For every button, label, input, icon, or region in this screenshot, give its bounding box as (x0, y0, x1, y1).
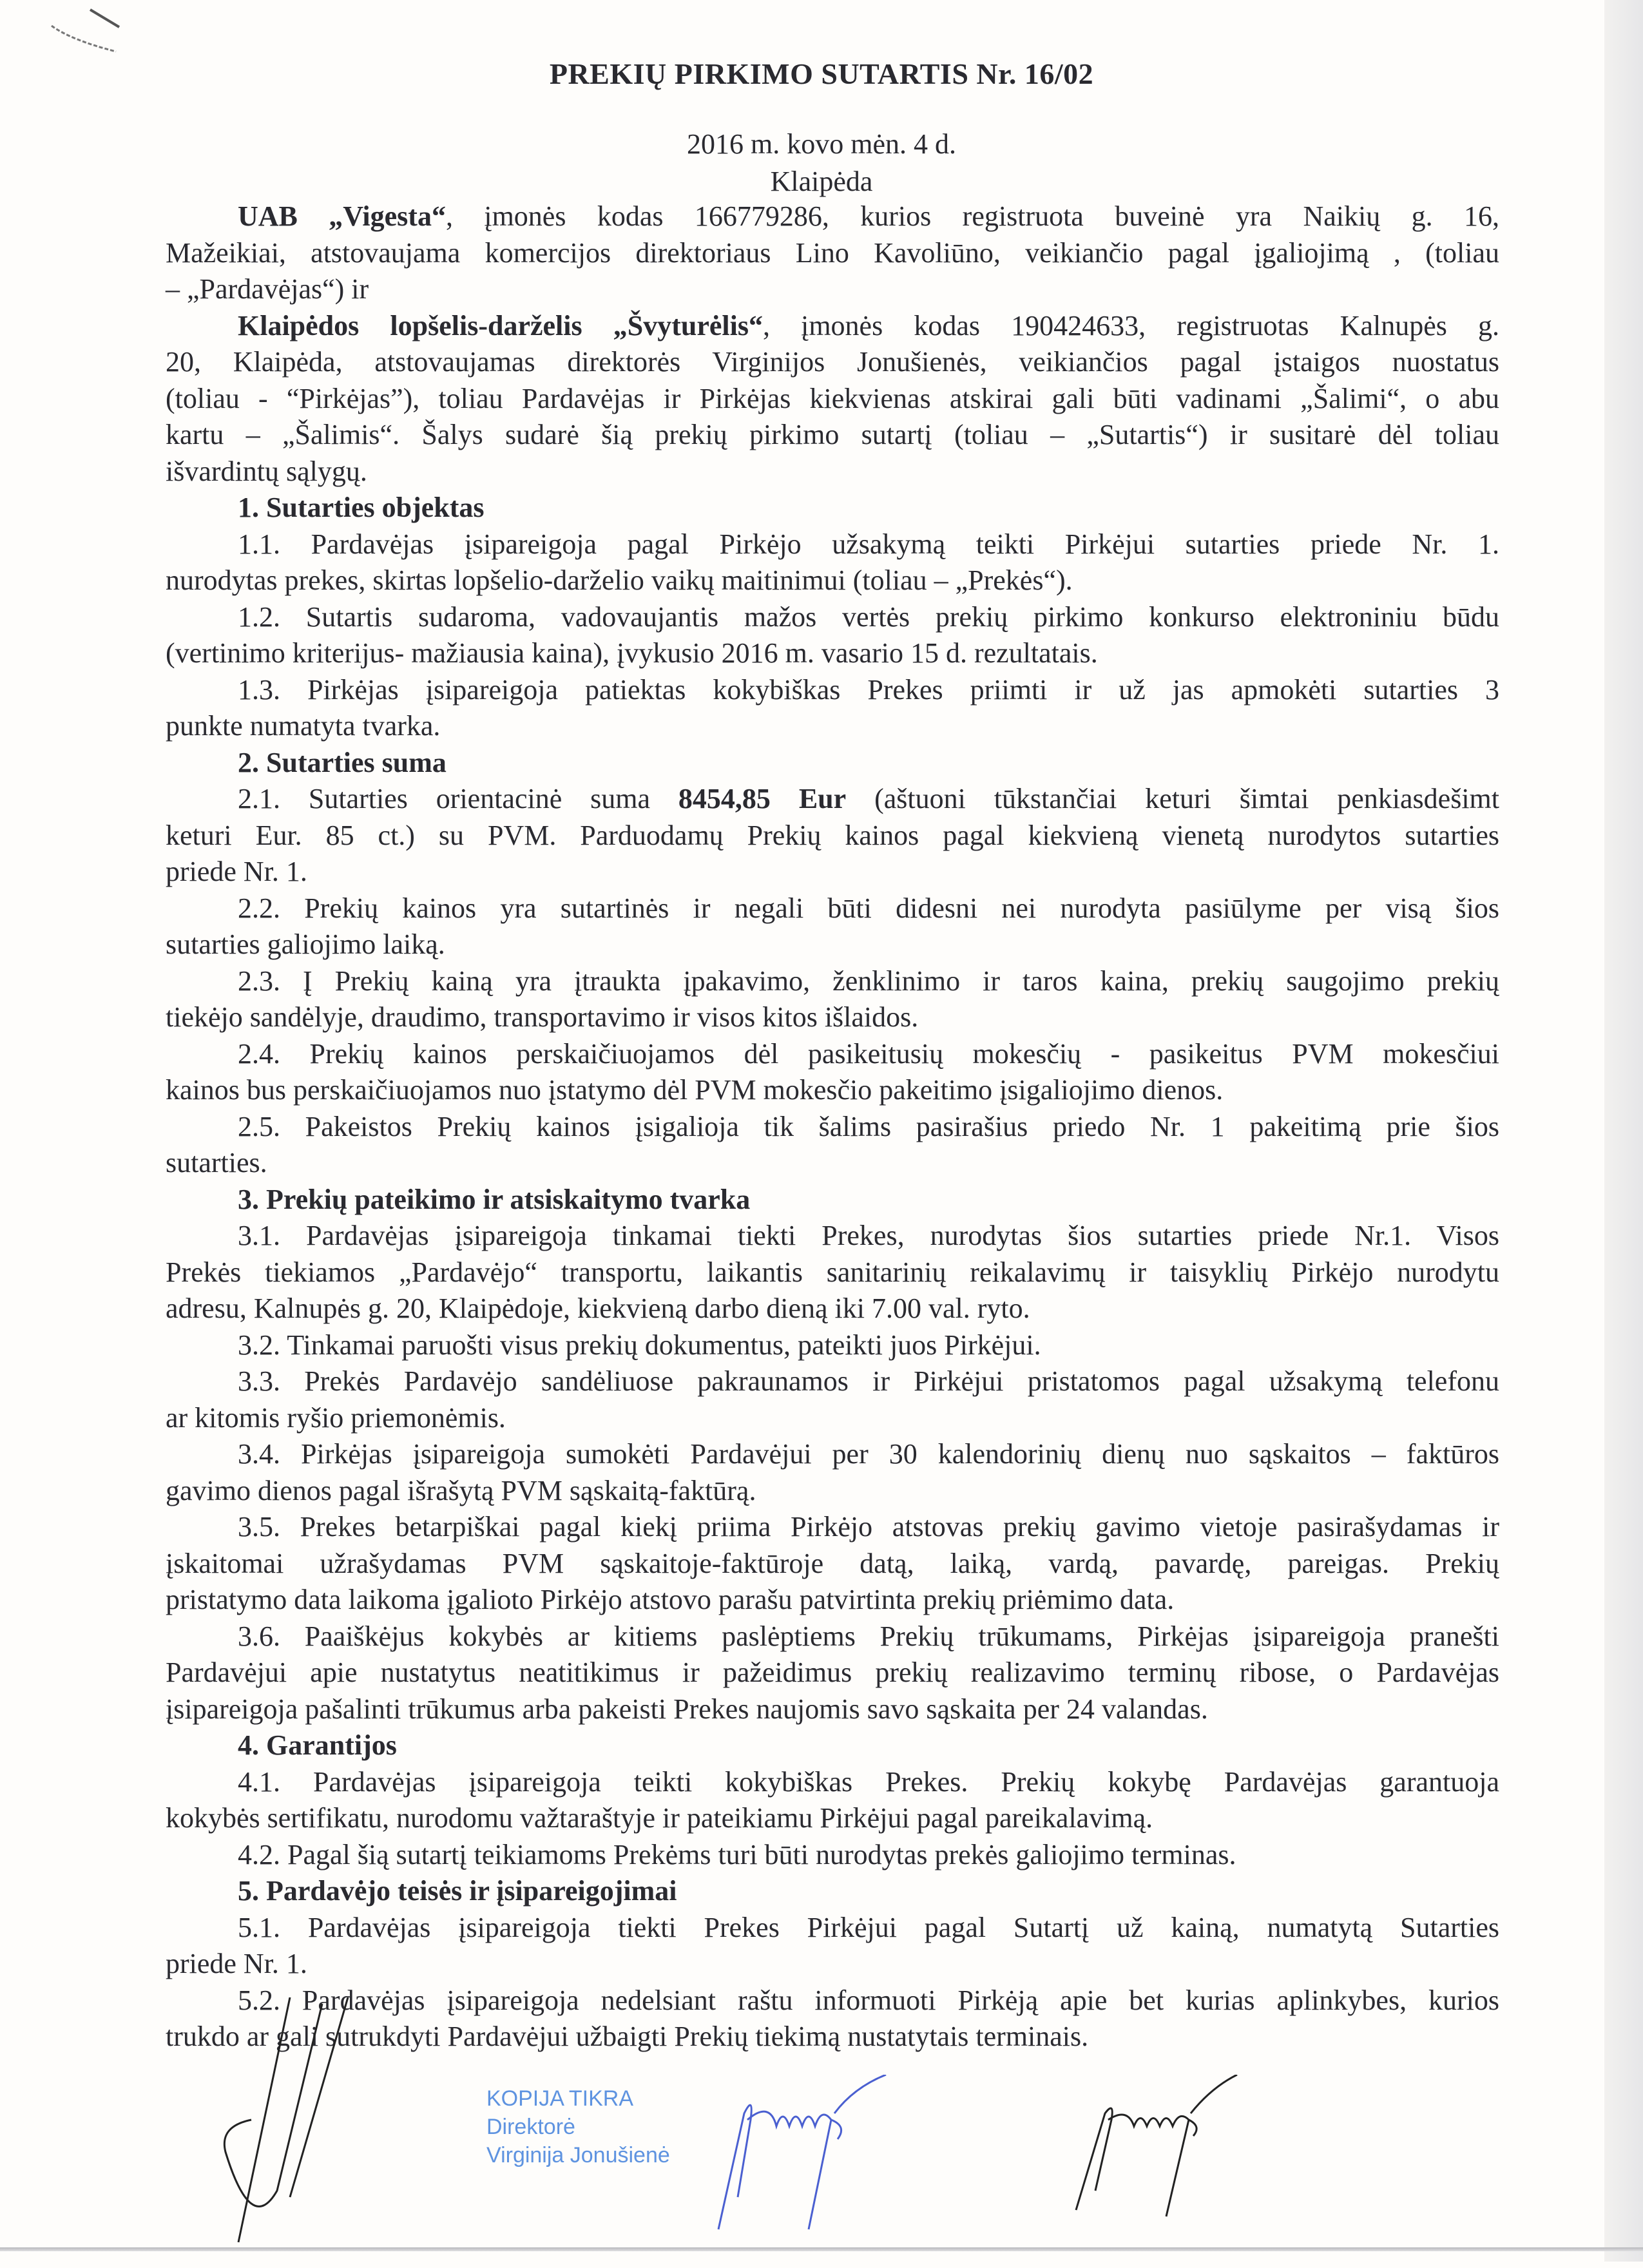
text-run: 1.1. Pardavėjas įsipareigoja pagal Pirkėjo užsakymą teikti Pirkėjui sutarties priede Nr. 1. (238, 528, 1499, 560)
text-run: (vertinimo kriterijus- mažiausia kaina), įvykusio 2016 m. vasario 15 d. rezultatais. (166, 637, 1098, 669)
text-run: 4.2. Pagal šią sutartį teikiamoms Prekėms turi būti nurodytas prekės galiojimo terminas. (238, 1838, 1236, 1870)
text-run: Prekės tiekiamos „Pardavėjo“ transportu, laikantis sanitarinių reikalavimų ir taisyklių Pirkėjo nurodytu (166, 1256, 1499, 1288)
signature-blue (693, 2075, 925, 2242)
paragraph (166, 308, 1499, 490)
text-line (166, 890, 1499, 927)
text-run: , įmonės kodas 166779286, kurios registruota buveinė yra Naikių g. 16, (445, 200, 1499, 232)
text-run: sutarties galiojimo laiką. (166, 928, 445, 960)
text-run: trukdo ar gali sutrukdyti Pardavėjui užbaigti Prekių tiekimą nustatytais terminais. (166, 2021, 1089, 2052)
text-line (166, 1400, 1499, 1437)
paragraph (166, 1109, 1499, 1182)
text-run: priede Nr. 1. (166, 1948, 307, 1979)
text-line (166, 854, 1499, 890)
text-run: gavimo dienos pagal išrašytą PVM sąskaitą-faktūrą. (166, 1474, 756, 1506)
paragraph (166, 1363, 1499, 1436)
text-run: 2.3. Į Prekių kainą yra įtraukta įpakavimo, ženklinimo ir taros kaina, prekių saugojimo prekių (238, 965, 1499, 997)
text-line (166, 599, 1499, 636)
signature-black (1057, 2075, 1263, 2229)
text-run: 2.2. Prekių kainos yra sutartinės ir negali būti didesni nei nurodyta pasiūlyme per visą šios (238, 892, 1499, 924)
text-run: 3. Prekių pateikimo ir atsiskaitymo tvarka (238, 1183, 751, 1215)
text-line (166, 526, 1499, 563)
text-line (166, 999, 1499, 1036)
paragraph (166, 1509, 1499, 1619)
text-run: 3.1. Pardavėjas įsipareigoja tinkamai tiekti Prekes, nurodytas šios sutarties priede Nr.1. Visos (238, 1220, 1499, 1251)
text-line (166, 454, 1499, 490)
certified-copy-stamp (486, 2084, 670, 2169)
text-line (166, 1145, 1499, 1182)
text-run: punkte numatyta tvarka. (166, 710, 441, 742)
text-run: įskaitomai užrašydamas PVM sąskaitoje-faktūroje datą, laiką, vardą, pavardę, pareigas. Prekių (166, 1547, 1499, 1579)
text-line (166, 1182, 1499, 1218)
paragraph (166, 1218, 1499, 1327)
text-line (166, 1036, 1499, 1073)
text-run: kainos bus perskaičiuojamos nuo įstatymo dėl PVM mokesčio pakeitimo įsigaliojimo dienos. (166, 1074, 1224, 1106)
scan-bottom-edge (0, 2247, 1643, 2251)
text-run: 20, Klaipėda, atstovaujamas direktorės Virginijos Jonušienės, veikiančios pagal įstaigos nuostatus (166, 346, 1499, 378)
paragraph (166, 672, 1499, 745)
text-line (166, 1764, 1499, 1801)
section-heading (166, 745, 1499, 782)
bold-text: UAB „Vigesta“ (238, 200, 446, 232)
text-line (166, 1436, 1499, 1473)
text-run: 5.2. Pardavėjas įsipareigoja nedelsiant raštu informuoti Pirkėją apie bet kurias aplinkybes, kurios (238, 1984, 1499, 2016)
text-run: 3.3. Prekės Pardavėjo sandėliuose pakraunamos ir Pirkėjui pristatomos pagal užsakymą telefonu (238, 1365, 1499, 1397)
document-city: Klaipėda (770, 166, 873, 197)
text-run: Mažeikiai, atstovaujama komercijos direktoriaus Lino Kavoliūno, veikiančio pagal įgaliojimą , (toliau (166, 236, 1499, 269)
paragraph (166, 1619, 1499, 1728)
paragraph (166, 781, 1499, 890)
paragraph (166, 198, 1499, 308)
paragraph (166, 1910, 1499, 1983)
text-line (166, 1291, 1499, 1327)
text-line (166, 1363, 1499, 1400)
section-heading (166, 1182, 1499, 1218)
text-line (166, 1619, 1499, 1655)
text-line (166, 818, 1499, 854)
text-line (166, 927, 1499, 963)
text-line (166, 1254, 1499, 1291)
paragraph (166, 1327, 1499, 1364)
text-run: 2.5. Pakeistos Prekių kainos įsigalioja tik šalims pasirašius priedo Nr. 1 pakeitimą prie šios (238, 1110, 1499, 1142)
paragraph (166, 599, 1499, 672)
text-run: tiekėjo sandėlyje, draudimo, transportavimo ir visos kitos išlaidos. (166, 1001, 919, 1033)
text-run: 1. Sutarties objektas (238, 492, 485, 523)
paragraph (166, 890, 1499, 963)
text-run: išvardintų sąlygų. (166, 455, 367, 487)
paragraph (166, 1837, 1499, 1874)
text-run: 2.1. Sutarties orientacinė suma (238, 783, 678, 814)
text-run: 5. Pardavėjo teisės ir įsipareigojimai (238, 1875, 677, 1907)
text-line (166, 308, 1499, 345)
text-run: 2.4. Prekių kainos perskaičiuojamos dėl pasikeitusių mokesčių - pasikeitus PVM mokesčiui (238, 1037, 1499, 1070)
text-line (166, 1655, 1499, 1691)
text-run: pristatymo data laikoma įgalioto Pirkėjo atstovo parašu patvirtinta prekių priėmimo data. (166, 1584, 1175, 1615)
text-line (166, 1109, 1499, 1146)
text-run: 3.2. Tinkamai paruošti visus prekių dokumentus, pateikti juos Pirkėjui. (238, 1329, 1041, 1361)
text-run: 1.3. Pirkėjas įsipareigoja patiektas kokybiškas Prekes priimti ir už jas apmokėti sutarties 3 (238, 673, 1499, 706)
text-line (166, 1582, 1499, 1619)
stamp-line-2: Direktorė (486, 2115, 575, 2139)
text-run: 2. Sutarties suma (238, 746, 447, 778)
document-title: PREKIŲ PIRKIMO SUTARTIS Nr. 16/02 (549, 57, 1094, 90)
document-date: 2016 m. kovo mėn. 4 d. (687, 128, 956, 160)
section-heading (166, 1873, 1499, 1910)
text-line (166, 1072, 1499, 1109)
text-line (166, 635, 1499, 672)
scan-edge (1604, 0, 1643, 2262)
text-run: ar kitomis ryšio priemonėmis. (166, 1401, 506, 1434)
paragraph (166, 526, 1499, 599)
text-line (166, 1509, 1499, 1546)
text-run: įsipareigoja pašalinti trūkumus arba pakeisti Prekes naujomis savo sąskaita per 24 valandas. (166, 1693, 1208, 1725)
text-run: , įmonės kodas 190424633, registruotas Kalnupės g. (762, 309, 1499, 341)
section-heading (166, 490, 1499, 526)
text-line (166, 1546, 1499, 1582)
text-run: keturi Eur. 85 ct.) su PVM. Parduodamų Prekių kainos pagal kiekvieną vienetą nurodytos sutarties (166, 819, 1499, 851)
paragraph (166, 1436, 1499, 1509)
bold-text: Klaipėdos lopšelis-darželis „Švyturėlis“ (238, 309, 763, 341)
text-line (166, 344, 1499, 381)
text-line (166, 1327, 1499, 1364)
text-line (166, 198, 1499, 235)
text-line (166, 1691, 1499, 1728)
text-line (166, 963, 1499, 1000)
text-run: 1.2. Sutartis sudaroma, vadovaujantis mažos vertės prekių pirkimo konkurso elektroniniu būdu (238, 601, 1499, 633)
text-line (166, 1910, 1499, 1946)
text-run: 3.6. Paaiškėjus kokybės ar kitiems paslėptiems Prekių trūkumams, Pirkėjas įsipareigoja pranešti (238, 1620, 1499, 1652)
text-line (166, 1800, 1499, 1837)
text-run: nurodytas prekes, skirtas lopšelio-darželio vaikų maitinimui (toliau – „Prekės“). (166, 564, 1073, 596)
text-run: 3.4. Pirkėjas įsipareigoja sumokėti Pardavėjui per 30 kalendorinių dienų nuo sąskaitos – faktūros (238, 1438, 1499, 1470)
text-run: priede Nr. 1. (166, 856, 307, 887)
section-heading (166, 1727, 1499, 1764)
stamp-line-3: Virginija Jonušienė (486, 2143, 670, 2167)
text-run: (toliau - “Pirkėjas”), toliau Pardavėjas ir Pirkėjas kiekvienas atskirai gali būti vadinami „Šalimi“, o abu (166, 382, 1499, 414)
text-line (166, 417, 1499, 454)
text-run: 3.5. Prekes betarpiškai pagal kiekį priima Pirkėjo atstovas prekių gavimo vietoje pasirašydamas ir (238, 1511, 1499, 1542)
paragraph (166, 1764, 1499, 1837)
text-line (166, 235, 1499, 272)
text-run: kokybės sertifikatu, nurodomu važtaraštyje ir pateikiamu Pirkėjui pagal pareikalavimą. (166, 1802, 1153, 1834)
text-run: 5.1. Pardavėjas įsipareigoja tiekti Prekes Pirkėjui pagal Sutartį už kainą, numatytą Sutarties (238, 1911, 1499, 1943)
text-line (166, 1473, 1499, 1510)
text-line (166, 1218, 1499, 1254)
text-line (166, 672, 1499, 709)
text-run: (aštuoni tūkstančiai keturi šimtai penkiasdešimt (846, 783, 1499, 814)
text-line (166, 381, 1499, 418)
text-run: – „Pardavėjas“) ir (166, 273, 369, 305)
bold-text: 8454,85 Eur (678, 783, 847, 814)
text-line (166, 781, 1499, 818)
text-line (166, 745, 1499, 782)
text-run: 4. Garantijos (238, 1729, 397, 1761)
text-line (166, 490, 1499, 526)
text-line (166, 1946, 1499, 1983)
text-line (166, 271, 1499, 308)
text-run: sutarties. (166, 1147, 267, 1178)
initials-signature (213, 1997, 419, 2268)
paragraph (166, 963, 1499, 1036)
text-run: 4.1. Pardavėjas įsipareigoja teikti kokybiškas Prekes. Prekių kokybę Pardavėjas garantuoja (238, 1765, 1499, 1798)
scan-mark (45, 6, 129, 58)
text-line (166, 708, 1499, 745)
stamp-line-1: KOPIJA TIKRA (486, 2086, 634, 2111)
text-line (166, 1837, 1499, 1874)
text-line (166, 1727, 1499, 1764)
text-line (166, 1873, 1499, 1910)
text-run: adresu, Kalnupės g. 20, Klaipėdoje, kiekvieną darbo dieną iki 7.00 val. ryto. (166, 1293, 1030, 1324)
contract-body (166, 198, 1499, 2055)
paragraph (166, 1036, 1499, 1109)
text-run: Pardavėjui apie nustatytus neatitikimus ir pažeidimus prekių realizavimo terminų ribose, o Pardavėjas (166, 1657, 1499, 1688)
text-run: kartu – „Šalimis“. Šalys sudarė šią prekių pirkimo sutartį (toliau – „Sutartis“) ir susitarė dėl toliau (166, 419, 1499, 450)
text-line (166, 562, 1499, 599)
